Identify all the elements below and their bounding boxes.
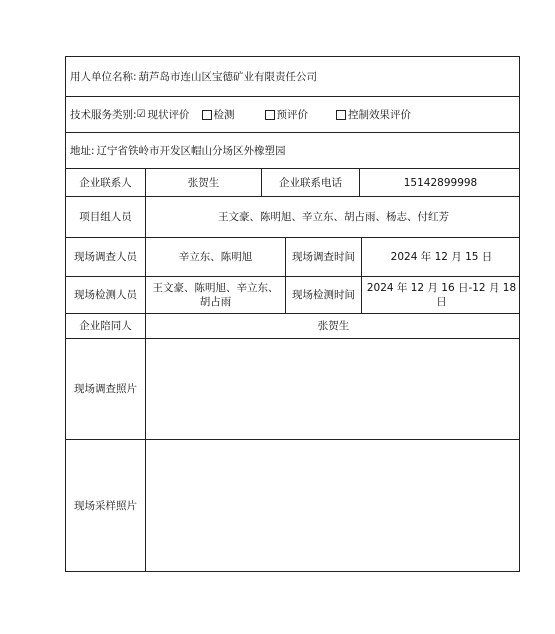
option-pre-evaluation[interactable] xyxy=(237,108,311,122)
escort-value: 张贺生 xyxy=(145,314,521,338)
survey-record-form xyxy=(65,56,520,572)
survey-photos-row xyxy=(66,338,519,439)
employer-row xyxy=(66,57,519,96)
checkbox-icon[interactable] xyxy=(202,110,212,120)
address-label: 地址: xyxy=(70,144,95,157)
survey-time-value: 2024 年 12 月 15 日 xyxy=(361,238,521,276)
team-row xyxy=(66,196,519,237)
contact-phone-value: 15142899998 xyxy=(359,169,521,196)
sampling-photos-label: 现场采样照片 xyxy=(74,499,137,512)
team-value: 王文豪、陈明旭、辛立东、胡占雨、杨志、付红芳 xyxy=(145,197,521,237)
option-label: 预评价 xyxy=(276,108,309,121)
survey-label: 现场调查人员 xyxy=(74,251,137,263)
option-label: 检测 xyxy=(213,108,235,121)
contact-value: 张贺生 xyxy=(145,169,261,196)
detection-row xyxy=(66,276,519,313)
address-value: 辽宁省铁岭市开发区帽山分场区外橡塑园 xyxy=(96,144,286,157)
survey-time-label: 现场调查时间 xyxy=(285,238,361,276)
employer-value: 葫芦岛市连山区宝德矿业有限责任公司 xyxy=(138,70,318,83)
option-label: 现状评价 xyxy=(147,108,190,121)
service-type-cell xyxy=(66,97,519,132)
detection-value: 王文豪、陈明旭、辛立东、胡占雨 xyxy=(145,277,285,313)
checkbox-icon[interactable] xyxy=(265,110,275,120)
address-cell xyxy=(66,133,519,168)
detection-label: 现场检测人员 xyxy=(74,289,137,301)
employer-cell xyxy=(66,57,519,96)
sampling-photos-row xyxy=(66,439,519,571)
employer-label: 用人单位名称: xyxy=(70,70,137,83)
address-row xyxy=(66,132,519,168)
escort-row xyxy=(66,313,519,338)
service-type-row xyxy=(66,96,519,132)
option-label: 控制效果评价 xyxy=(348,108,412,121)
survey-photos-area xyxy=(145,339,521,439)
service-type-label: 技术服务类别: xyxy=(70,108,137,121)
contact-row xyxy=(66,168,519,196)
option-detection[interactable] xyxy=(192,108,237,122)
contact-phone-label: 企业联系电话 xyxy=(261,169,359,196)
checkbox-icon[interactable] xyxy=(336,110,346,120)
option-control-effect-evaluation[interactable] xyxy=(310,108,413,122)
escort-label: 企业陪同人 xyxy=(79,320,132,332)
survey-photos-label: 现场调查照片 xyxy=(74,383,137,395)
checkbox-checked-icon[interactable]: ☑ xyxy=(136,108,146,120)
team-label: 项目组人员 xyxy=(79,211,132,223)
sampling-photos-area xyxy=(145,440,521,571)
survey-value: 辛立东、陈明旭 xyxy=(145,238,285,276)
survey-row xyxy=(66,237,519,276)
detection-time-value: 2024 年 12 月 16 日-12 月 18 日 xyxy=(361,277,521,313)
option-current-evaluation[interactable] xyxy=(137,108,192,122)
contact-label: 企业联系人 xyxy=(79,176,132,189)
detection-time-label: 现场检测时间 xyxy=(285,277,361,313)
